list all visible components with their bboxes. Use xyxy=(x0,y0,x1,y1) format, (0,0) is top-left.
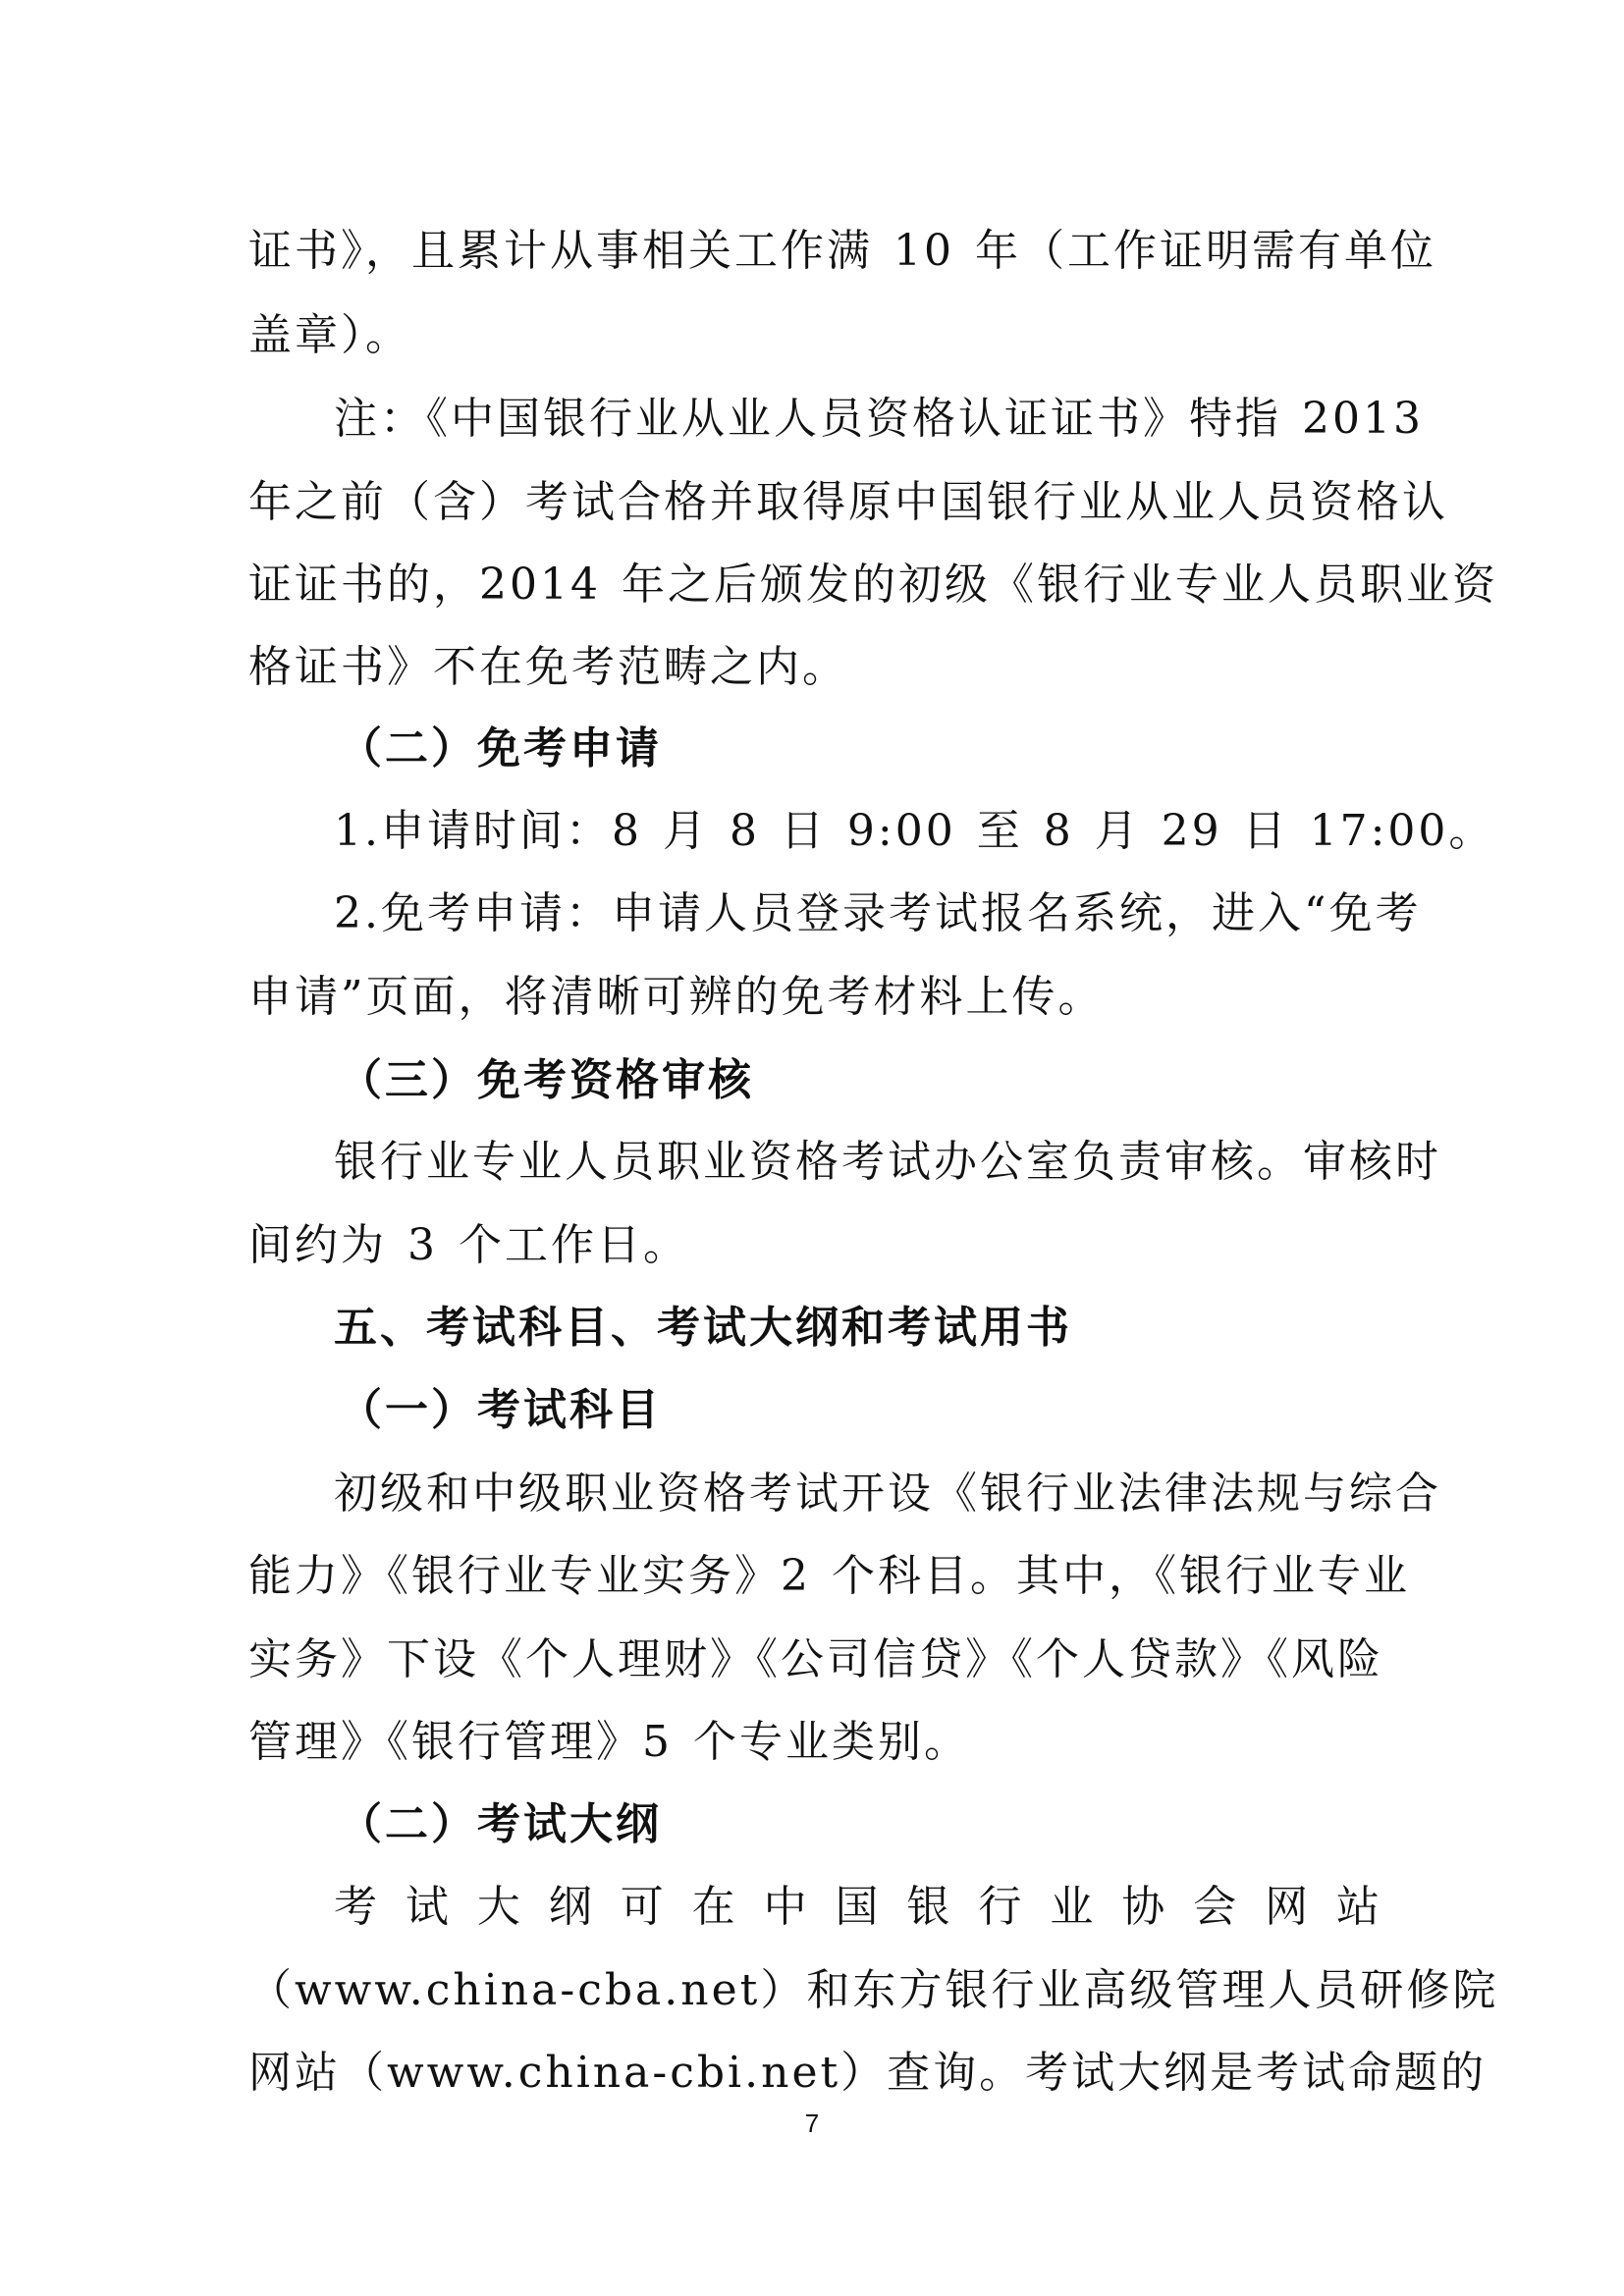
note-line: 格证书》不在免考范畴之内。 xyxy=(248,642,848,692)
chapter-heading-exam-subjects: 五、考试科目、考试大纲和考试用书 xyxy=(334,1303,1072,1353)
paragraph-line: 间约为 3 个工作日。 xyxy=(248,1220,689,1270)
paragraph-line: 申请”页面，将清晰可辨的免考材料上传。 xyxy=(248,972,1105,1022)
note-line: 证证书的，2014 年之后颁发的初级《银行业专业人员职业资 xyxy=(248,560,1498,610)
note-line: 年之前（含）考试合格并取得原中国银行业从业人员资格认 xyxy=(248,477,1448,527)
paragraph-line: 盖章）。 xyxy=(248,310,411,360)
section-heading-exemption-review: （三）免考资格审核 xyxy=(339,1055,754,1105)
paragraph-line-link: （www.china-cba.net）和东方银行业高级管理人员研修院 xyxy=(248,1965,1499,2015)
paragraph-line: 考 试 大 纲 可 在 中 国 银 行 业 协 会 网 站 xyxy=(334,1882,1382,1932)
section-heading-exemption-application: （二）免考申请 xyxy=(339,723,662,774)
note-line: 注：《中国银行业从业人员资格认证证书》特指 2013 xyxy=(334,394,1424,444)
paragraph-line: 管理》《银行管理》5 个专业类别。 xyxy=(248,1717,970,1767)
paragraph-line: 实务》下设《个人理财》《公司信贷》《个人贷款》《风险 xyxy=(248,1634,1383,1684)
paragraph-line: 初级和中级职业资格考试开设《银行业法律法规与综合 xyxy=(334,1468,1441,1519)
section-heading-exam-outline: （二）考试大纲 xyxy=(339,1799,662,1849)
paragraph-line: 银行业专业人员职业资格考试办公室负责审核。审核时 xyxy=(334,1137,1441,1187)
page-number: 7 xyxy=(804,2109,820,2138)
section-heading-exam-subjects: （一）考试科目 xyxy=(339,1385,662,1435)
paragraph-line-link: 网站（www.china-cbi.net）查询。考试大纲是考试命题的 xyxy=(248,2048,1488,2098)
paragraph-line: 2.免考申请：申请人员登录考试报名系统，进入“免考 xyxy=(334,888,1422,938)
paragraph-line: 1.申请时间：8 月 8 日 9:00 至 8 月 29 日 17:00。 xyxy=(334,806,1495,856)
paragraph-line: 证书》，且累计从事相关工作满 10 年（工作证明需有单位 xyxy=(248,226,1436,276)
paragraph-line: 能力》《银行业专业实务》2 个科目。其中，《银行业专业 xyxy=(248,1551,1410,1601)
